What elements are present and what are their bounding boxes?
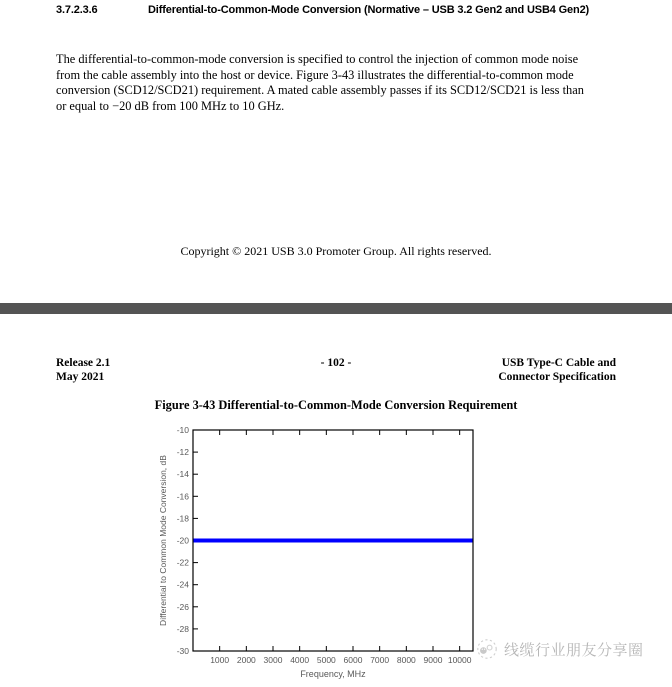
y-tick-label: -28 [176, 623, 189, 634]
x-tick-label: 6000 [343, 655, 363, 665]
x-tick-label: 4000 [290, 655, 310, 665]
x-tick-label: 5000 [316, 655, 336, 665]
x-tick-label: 1000 [210, 655, 230, 665]
document-page-top [0, 0, 672, 303]
y-tick-label: -22 [176, 557, 189, 568]
running-head [56, 356, 616, 384]
running-head-right [498, 356, 616, 384]
release-date: May 2021 [56, 371, 105, 383]
spec-title-line2: Connector Specification [498, 371, 616, 383]
section-title: Differential-to-Common-Mode Conversion (Normative – USB 3.2 Gen2 and USB4 Gen2) [148, 4, 590, 16]
wechat-account-logo-icon [476, 638, 498, 660]
copyright-notice: Copyright © 2021 USB 3.0 Promoter Group. All rights reserved. [180, 244, 492, 258]
figure-chart [155, 425, 485, 679]
section-heading [56, 3, 612, 18]
y-tick-label: -26 [176, 601, 189, 612]
x-tick-label: 3000 [263, 655, 283, 665]
section-number: 3.7.2.3.6 [56, 4, 98, 16]
y-tick-label: -12 [176, 447, 189, 458]
y-tick-label: -30 [176, 646, 189, 656]
x-axis-title: Frequency, MHz [300, 669, 366, 679]
document-page-bottom [0, 314, 672, 687]
watermark-text: 线缆行业朋友分享圈 [504, 640, 644, 659]
page-number: - 102 - [320, 357, 352, 369]
y-axis-title: Differential to Common Mode Conversion, dB [158, 455, 168, 626]
y-tick-label: -18 [176, 513, 189, 524]
spec-title-line1: USB Type-C Cable and [501, 357, 616, 369]
y-tick-label: -10 [176, 425, 189, 435]
watermark [476, 636, 666, 662]
x-tick-label: 7000 [370, 655, 390, 665]
page-separator-band [0, 303, 672, 314]
y-tick-label: -14 [176, 469, 189, 480]
y-tick-label: -20 [176, 535, 189, 546]
x-tick-label: 8000 [396, 655, 416, 665]
release-version: Release 2.1 [56, 357, 111, 369]
body-paragraph: The differential-to-common-mode conversion is specified to control the injection of common mode noise from the cable assembly into the host or device. Figure 3-43 illustrates the differential-to-common mode conversion (SCD12/SCD21) requirement. A mated cable assembly passes if its SCD12/SCD21 is less than or equal to −20 dB from 100 MHz to 10 GHz. [56, 52, 584, 113]
x-tick-label: 2000 [236, 655, 256, 665]
y-tick-label: -16 [176, 491, 189, 502]
x-tick-label: 9000 [423, 655, 443, 665]
y-tick-label: -24 [176, 579, 189, 590]
chart-svg [155, 425, 485, 679]
figure-caption: Figure 3-43 Differential-to-Common-Mode Conversion Requirement [154, 398, 518, 412]
x-tick-label: 10000 [447, 655, 472, 665]
